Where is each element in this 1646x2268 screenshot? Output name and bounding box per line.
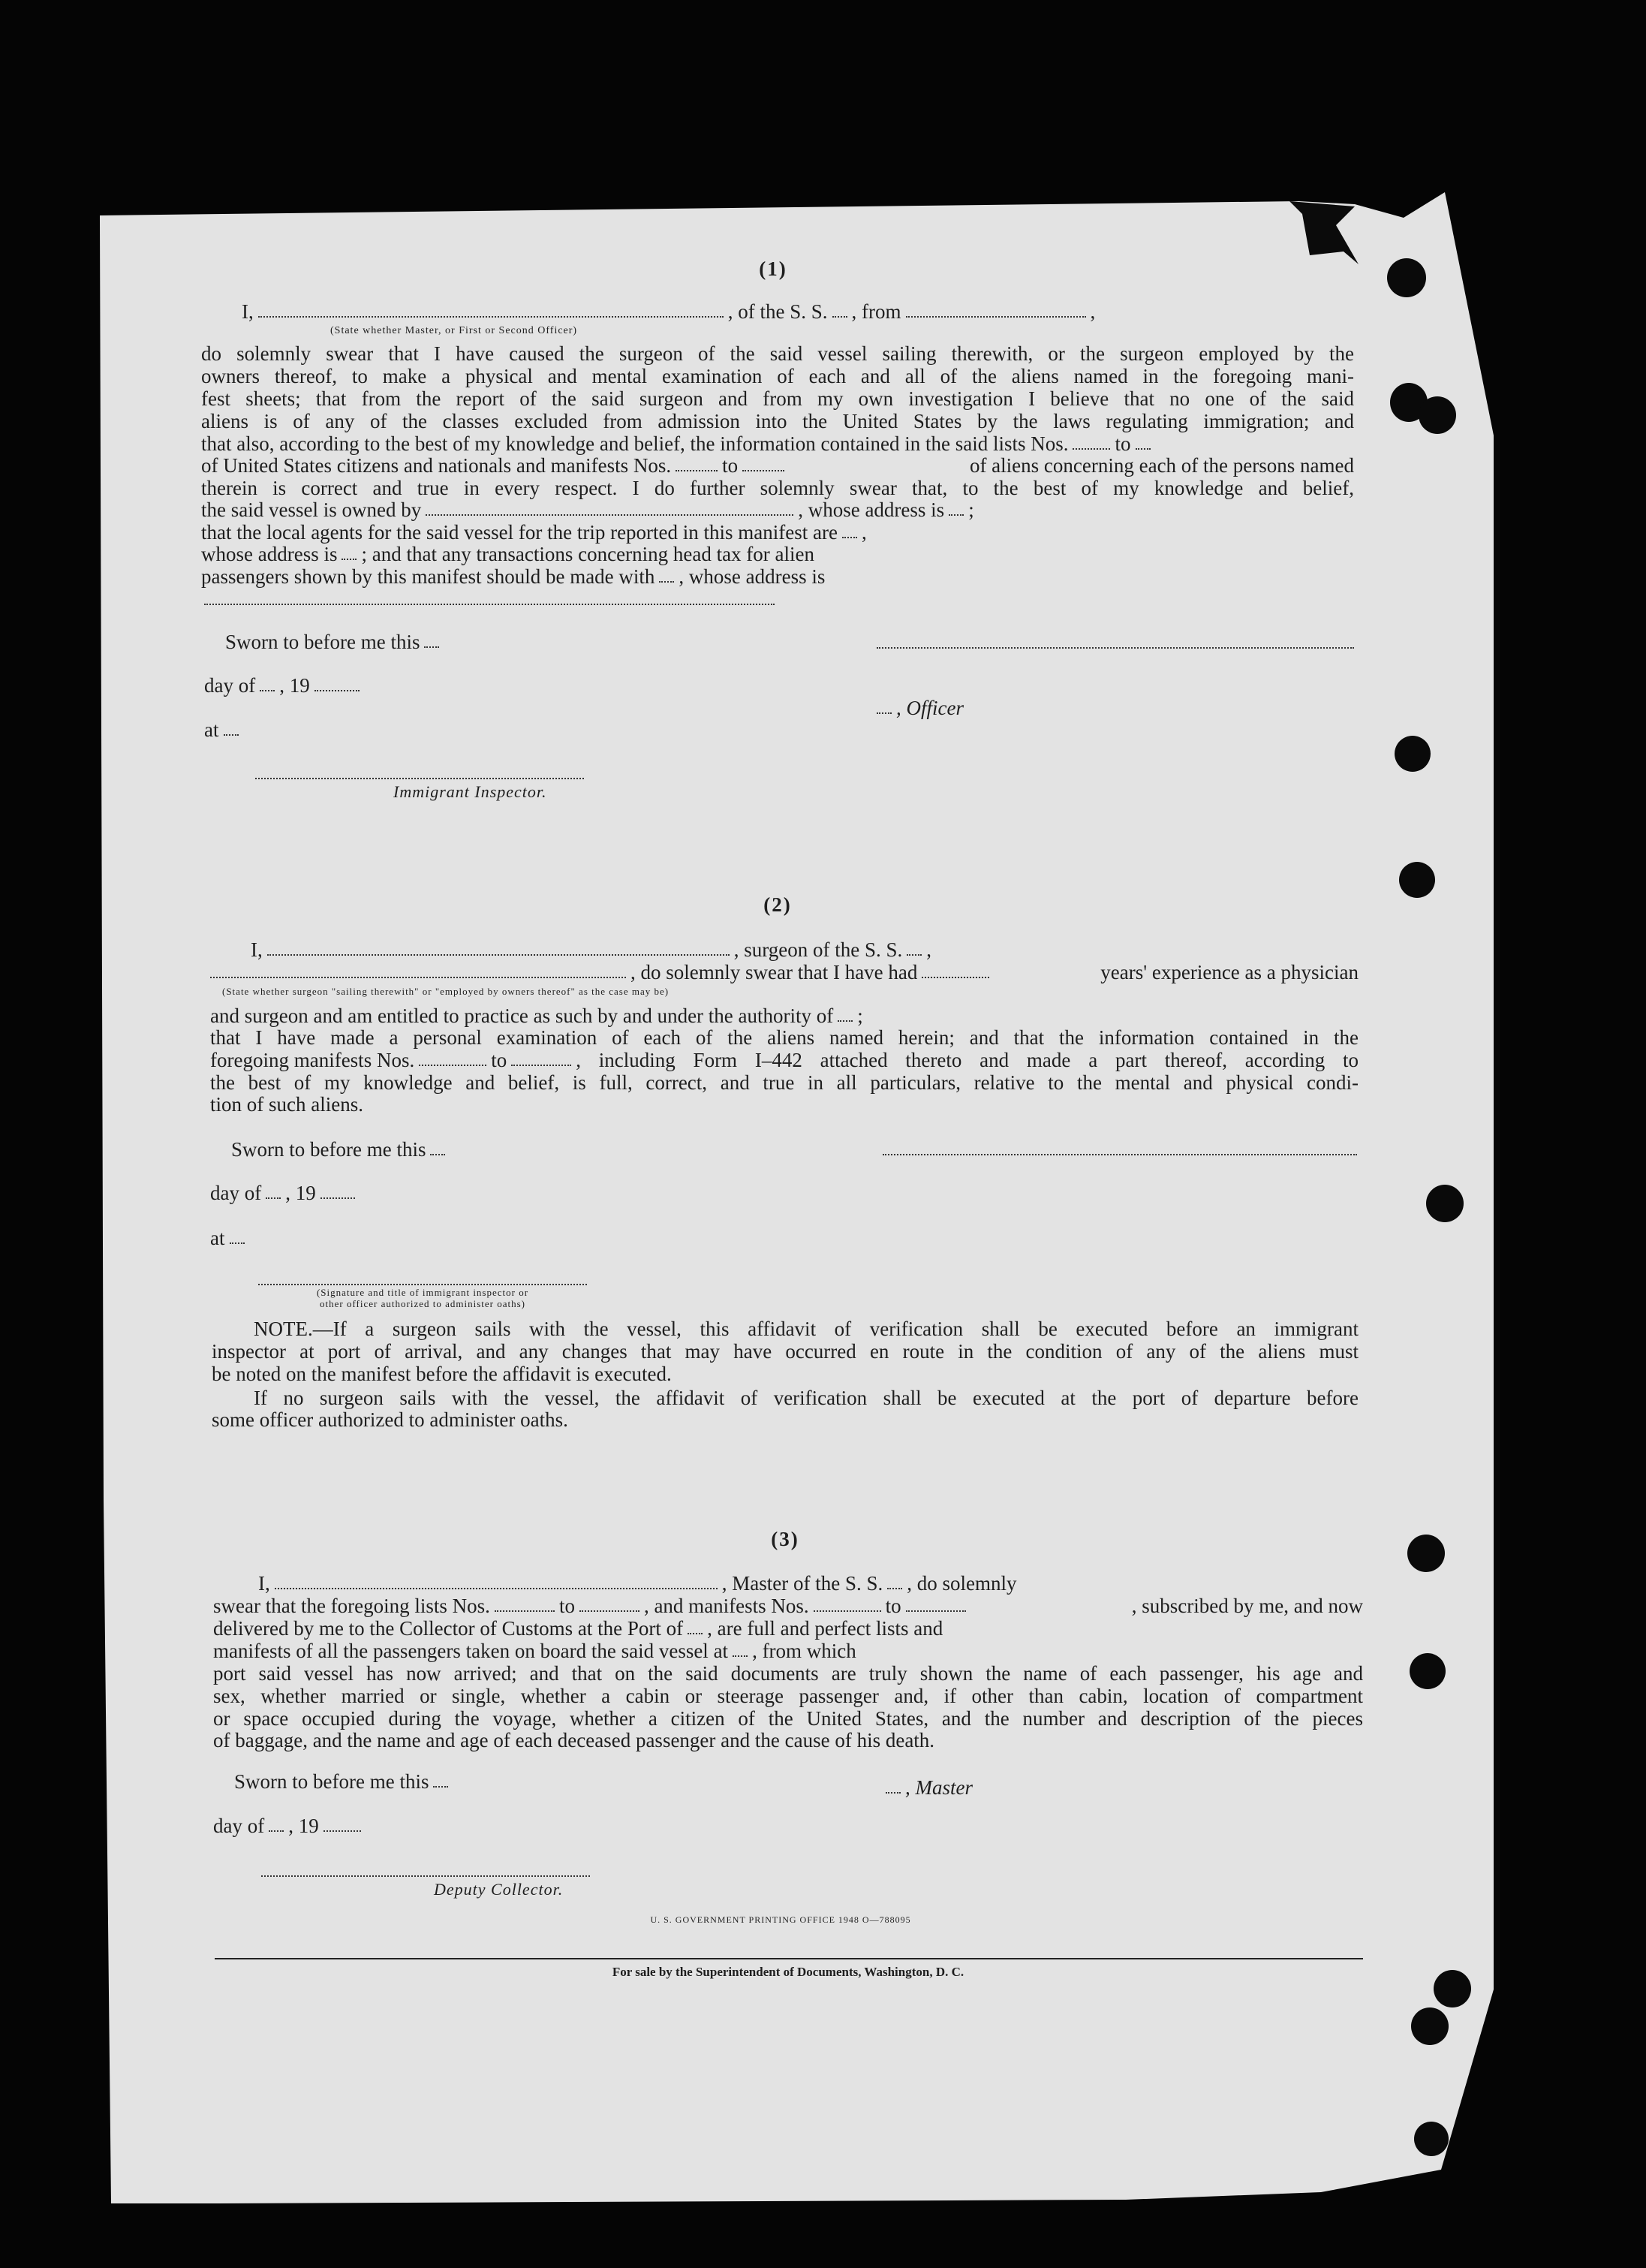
section3-paragraph-line: sex, whether married or single, whether a cabin or steerage passenger and, if other than cabin, location of compartment — [213, 1685, 1363, 1707]
section2-surgeon-note: (State whether surgeon "sailing therewith" or "employed by owners thereof" as the case may be) — [222, 986, 670, 997]
section2-sworn: Sworn to before me this — [231, 1138, 588, 1161]
section3-number: (3) — [771, 1528, 799, 1550]
punch-hole — [1407, 1535, 1445, 1572]
section3-line3: delivered by me to the Collector of Customs at the Port of , are full and perfect lists and — [213, 1617, 943, 1640]
section3-master-signature: , Master — [886, 1776, 1363, 1799]
section1-day-of: day of , 19 — [204, 674, 585, 697]
section3-line4: manifests of all the passengers taken on board the said vessel at , from which — [213, 1640, 856, 1662]
section1-lists-line: that also, according to the best of my knowledge and belief, the information contained in the said lists Nos. to — [201, 432, 1354, 455]
section2-note: NOTE.—If a surgeon sails with the vessel, this affidavit of verification shall be executed before an immigrant — [254, 1318, 1359, 1340]
section2-line2: , do solemnly swear that I have had years' experience as a physician — [210, 961, 1359, 983]
section1-paragraph-line: fest sheets; that from the report of the said surgeon and from my own investigation I believe that no one of the said — [201, 387, 1354, 410]
punch-hole — [1419, 396, 1456, 434]
section3-paragraph-line: port said vessel has now arrived; and that on the said documents are truly shown the name of each passenger, his age and — [213, 1662, 1363, 1685]
section1-at: at — [204, 718, 585, 741]
section1-officer-note: (State whether Master, or First or Second Officer) — [330, 325, 578, 336]
punch-hole — [1414, 2122, 1449, 2156]
footer-rule — [215, 1958, 1363, 1959]
section3-line2: swear that the foregoing lists Nos. to , and manifests Nos. to , subscribed by me, and now — [213, 1595, 1363, 1617]
section2-belief-line: the best of my knowledge and belief, is full, correct, and true in all particulars, relative to the mental and physical condi- — [210, 1071, 1359, 1094]
section1-passengers-line: passengers shown by this manifest should be made with , whose address is — [201, 565, 826, 588]
section2-signature-note: (Signature and title of immigrant inspector or — [316, 1287, 529, 1298]
section1-immigrant-inspector: Immigrant Inspector. — [393, 782, 547, 801]
section1-of-ss: , of the S. S. — [727, 300, 828, 323]
section1-line1: I, , of the S. S. , from , — [242, 300, 1096, 323]
punch-hole — [1426, 1185, 1464, 1222]
section3-day-of: day of , 19 — [213, 1815, 591, 1837]
section2-authority-line: and surgeon and am entitled to practice as such by and under the authority of ; — [210, 1004, 863, 1027]
section1-manifests-line: of United States citizens and nationals and manifests Nos. to of aliens concerning each of the persons named — [201, 454, 1354, 477]
section2-day-of: day of , 19 — [210, 1182, 588, 1204]
section1-officer-signature: , Officer — [877, 697, 1354, 719]
section2-note: If no surgeon sails with the vessel, the affidavit of verification shall be executed at the port of departure before — [254, 1387, 1359, 1409]
section1-from: , from — [851, 300, 901, 323]
section1-paragraph-line: aliens is of any of the classes excluded from admission into the United States by the laws regulating immigration; and — [201, 410, 1354, 432]
section1-address-line: whose address is ; and that any transactions concerning head tax for alien — [201, 543, 815, 565]
section3-sworn: Sworn to before me this — [234, 1770, 591, 1793]
punch-hole — [1434, 1970, 1471, 2007]
section2-manifests-line: foregoing manifests Nos. to , including Form I–442 attached thereto and made a part thereof, according to — [210, 1049, 1359, 1071]
section2-note: inspector at port of arrival, and any changes that may have occurred en route in the condition of any of the aliens must — [212, 1340, 1359, 1363]
section2-note: some officer authorized to administer oaths. — [212, 1408, 568, 1431]
section3-line1: I, , Master of the S. S. , do solemnly — [258, 1572, 1017, 1595]
section3-deputy-collector: Deputy Collector. — [434, 1880, 564, 1899]
section1-number: (1) — [759, 258, 787, 280]
punch-hole — [1399, 862, 1435, 898]
section2-number: (2) — [763, 893, 792, 916]
section2-final-line: tion of such aliens. — [210, 1093, 363, 1116]
section1-agents-line: that the local agents for the said vessel for the trip reported in this manifest are , — [201, 521, 867, 544]
printing-office-imprint: U. S. GOVERNMENT PRINTING OFFICE 1948 O—788095 — [650, 1914, 911, 1925]
section2-signature-note: other officer authorized to administer oaths) — [320, 1298, 525, 1309]
section2-examination-line: that I have made a personal examination of each of the aliens named herein; and that the information contained in the — [210, 1026, 1359, 1049]
punch-hole — [1411, 2007, 1449, 2045]
section3-paragraph-line: or space occupied during the voyage, whether a citizen of the United States, and the number and description of the pieces — [213, 1707, 1363, 1730]
section1-sworn: Sworn to before me this — [225, 631, 585, 653]
punch-hole — [1387, 258, 1426, 297]
section2-note: be noted on the manifest before the affidavit is executed. — [212, 1363, 672, 1385]
sale-notice: For sale by the Superintendent of Documents, Washington, D. C. — [612, 1965, 964, 1979]
section2-at: at — [210, 1227, 588, 1249]
section3-paragraph-line: of baggage, and the name and age of each deceased passenger and the cause of his death. — [213, 1729, 935, 1751]
section1-paragraph-line: owners thereof, to make a physical and mental examination of each and all of the aliens named in the foregoing mani- — [201, 365, 1354, 387]
punch-hole — [1395, 736, 1431, 772]
punch-hole — [1410, 1653, 1446, 1689]
section1-therein-line: therein is correct and true in every respect. I do further solemnly swear that, to the best of my knowledge and belief, — [201, 477, 1354, 499]
section2-line1: I, , surgeon of the S. S. , — [251, 938, 932, 961]
section1-i: I, — [242, 300, 254, 323]
section1-owner-line: the said vessel is owned by , whose address is ; — [201, 498, 974, 521]
section1-paragraph-line: do solemnly swear that I have caused the surgeon of the said vessel sailing therewith, or the surgeon employed by the — [201, 342, 1354, 365]
